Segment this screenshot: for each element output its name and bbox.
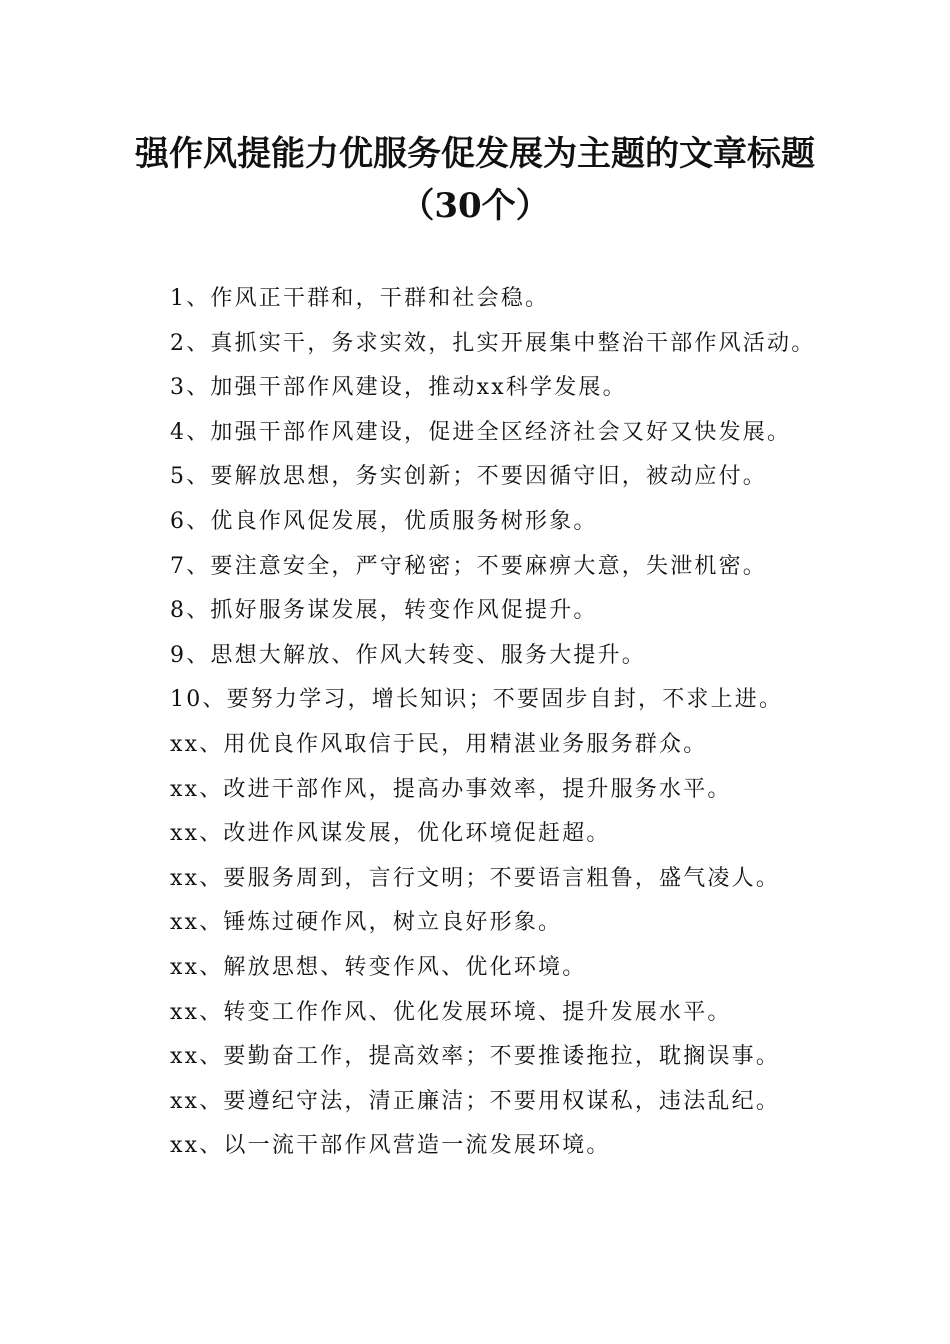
list-item: xx、要勤奋工作，提高效率；不要推诿拖拉，耽搁误事。	[170, 1044, 781, 1070]
list-item: 2、真抓实干，务求实效，扎实开展集中整治干部作风活动。	[170, 330, 816, 356]
list-item: xx、以一流干部作风营造一流发展环境。	[170, 1133, 611, 1159]
list-item: 10、要努力学习，增长知识；不要固步自封，不求上进。	[170, 687, 784, 713]
title-line-2: （30个）	[400, 186, 550, 226]
list-item: xx、要遵纪守法，清正廉洁；不要用权谋私，违法乱纪。	[170, 1088, 781, 1114]
list-item: xx、改进作风谋发展，优化环境促赶超。	[170, 821, 611, 847]
list-item: 5、要解放思想，务实创新；不要因循守旧，被动应付。	[170, 464, 767, 490]
list-item: 3、加强干部作风建设，推动xx科学发展。	[170, 375, 627, 401]
list-item: 8、抓好服务谋发展，转变作风促提升。	[170, 598, 598, 624]
list-item: xx、转变工作作风、优化发展环境、提升发展水平。	[170, 999, 732, 1025]
list-item: xx、锤炼过硬作风，树立良好形象。	[170, 910, 563, 936]
list-item: 9、思想大解放、作风大转变、服务大提升。	[170, 642, 646, 668]
list-item: xx、改进干部作风，提高办事效率，提升服务水平。	[170, 776, 732, 802]
list-item: 1、作风正干群和，干群和社会稳。	[170, 286, 550, 311]
headline-list	[170, 277, 930, 1169]
list-item: 7、要注意安全，严守秘密；不要麻痹大意，失泄机密。	[170, 553, 767, 579]
title-line-1: 强作风提能力优服务促发展为主题的文章标题	[135, 134, 815, 174]
document-title	[40, 128, 910, 232]
list-item: 4、加强干部作风建设，促进全区经济社会又好又快发展。	[170, 419, 792, 445]
list-item: 6、优良作风促发展，优质服务树形象。	[170, 508, 598, 534]
list-item: xx、解放思想、转变作风、优化环境。	[170, 954, 587, 980]
list-item: xx、用优良作风取信于民，用精湛业务服务群众。	[170, 731, 708, 757]
list-item: xx、要服务周到，言行文明；不要语言粗鲁，盛气凌人。	[170, 865, 781, 891]
